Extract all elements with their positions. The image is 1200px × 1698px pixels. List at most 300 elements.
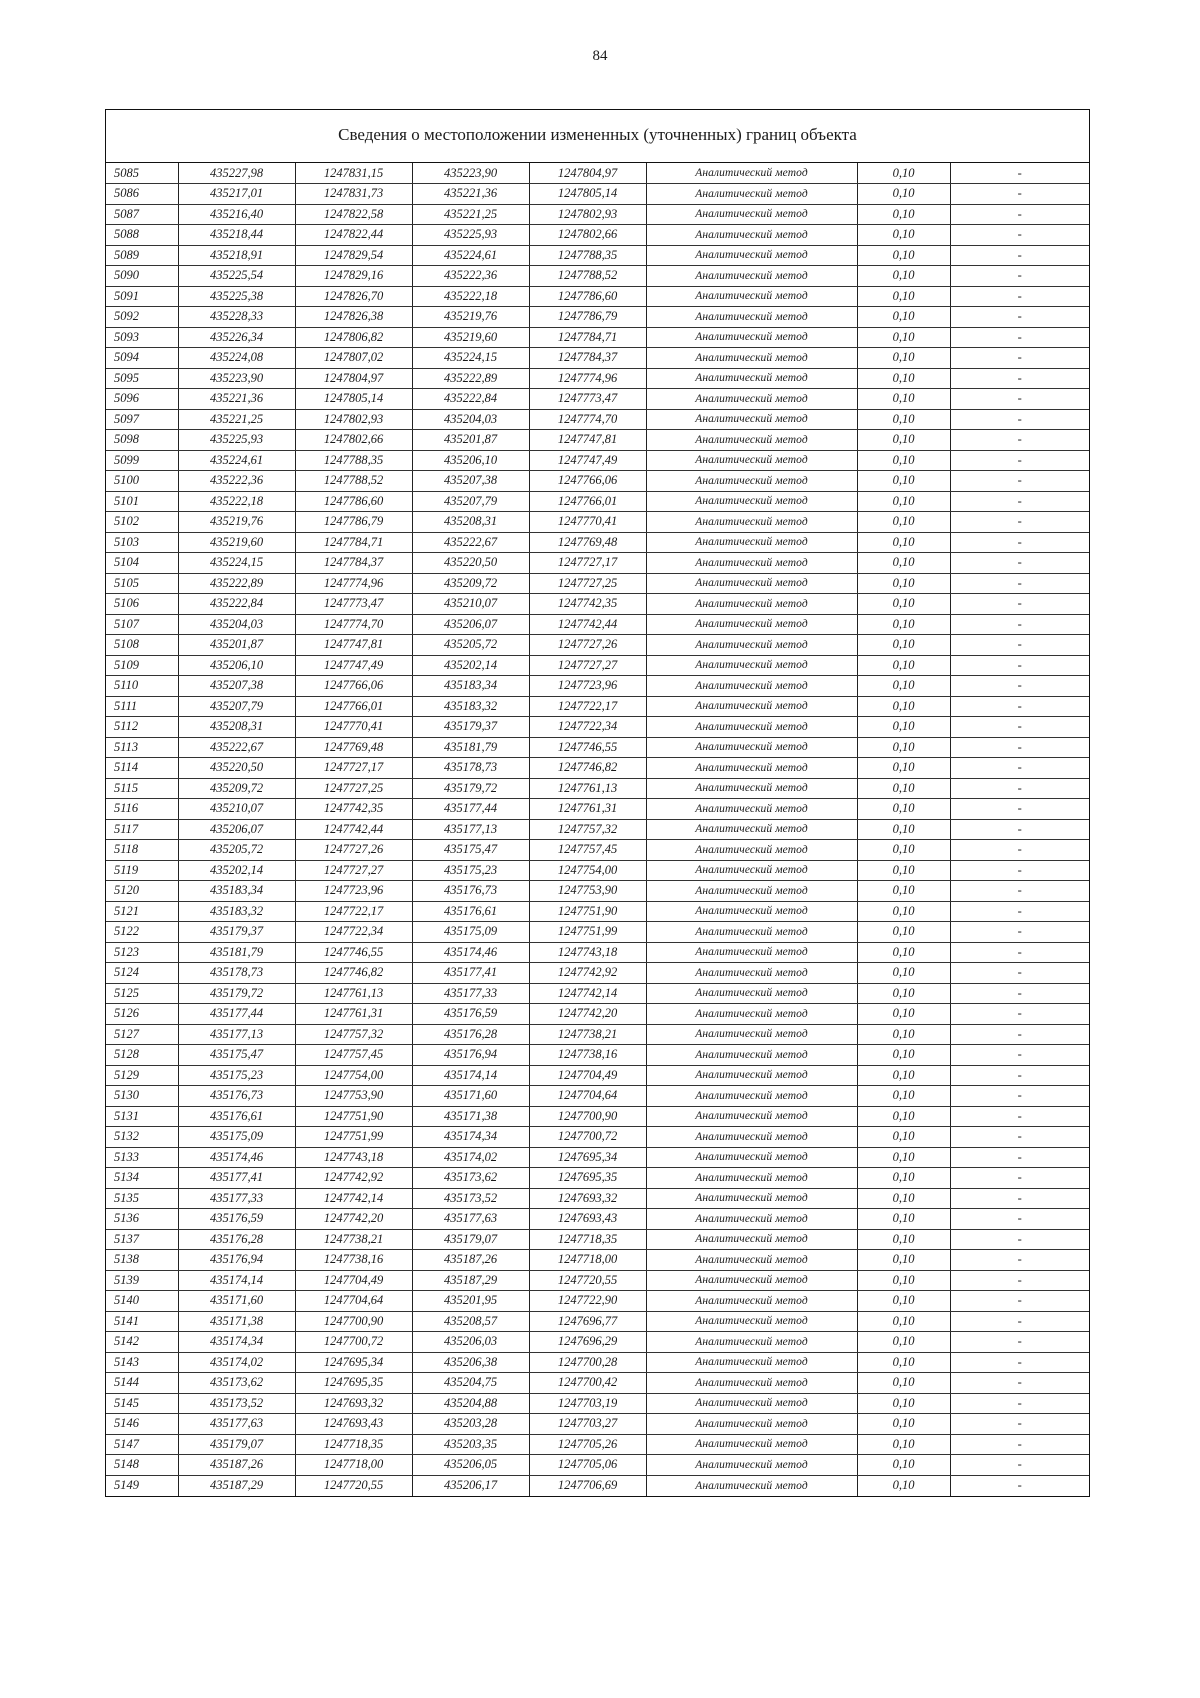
y-new-cell: 1247805,14	[529, 184, 646, 205]
y-new-cell: 1247757,45	[529, 840, 646, 861]
point-number-cell: 5120	[106, 881, 178, 902]
x-old-cell: 435219,76	[178, 512, 295, 533]
accuracy-cell: 0,10	[857, 942, 950, 963]
table-row	[106, 614, 1089, 635]
description-cell: -	[950, 1393, 1089, 1414]
x-new-cell: 435171,60	[412, 1086, 529, 1107]
page-number: 84	[592, 48, 608, 64]
x-old-cell: 435173,62	[178, 1373, 295, 1394]
x-old-cell: 435210,07	[178, 799, 295, 820]
point-number-cell: 5145	[106, 1393, 178, 1414]
y-old-cell: 1247757,45	[295, 1045, 412, 1066]
method-cell: Аналитический метод	[646, 901, 857, 922]
y-old-cell: 1247754,00	[295, 1065, 412, 1086]
x-old-cell: 435226,34	[178, 327, 295, 348]
description-cell: -	[950, 1065, 1089, 1086]
y-new-cell: 1247761,31	[529, 799, 646, 820]
table-row	[106, 696, 1089, 717]
description-cell: -	[950, 491, 1089, 512]
x-old-cell: 435205,72	[178, 840, 295, 861]
point-number-cell: 5086	[106, 184, 178, 205]
point-number-cell: 5116	[106, 799, 178, 820]
accuracy-cell: 0,10	[857, 1270, 950, 1291]
y-new-cell: 1247722,17	[529, 696, 646, 717]
y-new-cell: 1247786,79	[529, 307, 646, 328]
accuracy-cell: 0,10	[857, 819, 950, 840]
y-new-cell: 1247738,16	[529, 1045, 646, 1066]
y-new-cell: 1247766,01	[529, 491, 646, 512]
description-cell: -	[950, 471, 1089, 492]
point-number-cell: 5105	[106, 573, 178, 594]
table-row	[106, 881, 1089, 902]
accuracy-cell: 0,10	[857, 1352, 950, 1373]
y-new-cell: 1247742,44	[529, 614, 646, 635]
method-cell: Аналитический метод	[646, 348, 857, 369]
x-old-cell: 435223,90	[178, 368, 295, 389]
point-number-cell: 5121	[106, 901, 178, 922]
table-row	[106, 942, 1089, 963]
y-old-cell: 1247742,44	[295, 819, 412, 840]
x-old-cell: 435222,89	[178, 573, 295, 594]
point-number-cell: 5126	[106, 1004, 178, 1025]
x-new-cell: 435220,50	[412, 553, 529, 574]
description-cell: -	[950, 819, 1089, 840]
description-cell: -	[950, 717, 1089, 738]
table-row	[106, 901, 1089, 922]
point-number-cell: 5109	[106, 655, 178, 676]
accuracy-cell: 0,10	[857, 737, 950, 758]
accuracy-cell: 0,10	[857, 1004, 950, 1025]
y-old-cell: 1247806,82	[295, 327, 412, 348]
point-number-cell: 5112	[106, 717, 178, 738]
method-cell: Аналитический метод	[646, 184, 857, 205]
point-number-cell: 5113	[106, 737, 178, 758]
accuracy-cell: 0,10	[857, 532, 950, 553]
y-old-cell: 1247769,48	[295, 737, 412, 758]
description-cell: -	[950, 1250, 1089, 1271]
method-cell: Аналитический метод	[646, 1004, 857, 1025]
table-row	[106, 471, 1089, 492]
accuracy-cell: 0,10	[857, 1373, 950, 1394]
description-cell: -	[950, 286, 1089, 307]
accuracy-cell: 0,10	[857, 594, 950, 615]
y-new-cell: 1247802,93	[529, 204, 646, 225]
description-cell: -	[950, 225, 1089, 246]
y-new-cell: 1247742,14	[529, 983, 646, 1004]
method-cell: Аналитический метод	[646, 307, 857, 328]
y-new-cell: 1247784,37	[529, 348, 646, 369]
accuracy-cell: 0,10	[857, 163, 950, 184]
point-number-cell: 5143	[106, 1352, 178, 1373]
table-row	[106, 225, 1089, 246]
table-row	[106, 1004, 1089, 1025]
y-new-cell: 1247738,21	[529, 1024, 646, 1045]
description-cell: -	[950, 901, 1089, 922]
method-cell: Аналитический метод	[646, 1434, 857, 1455]
description-cell: -	[950, 1455, 1089, 1476]
description-cell: -	[950, 163, 1089, 184]
table-row	[106, 840, 1089, 861]
method-cell: Аналитический метод	[646, 840, 857, 861]
accuracy-cell: 0,10	[857, 1086, 950, 1107]
table-row	[106, 1373, 1089, 1394]
x-new-cell: 435178,73	[412, 758, 529, 779]
x-new-cell: 435175,23	[412, 860, 529, 881]
table-row	[106, 983, 1089, 1004]
y-old-cell: 1247766,06	[295, 676, 412, 697]
method-cell: Аналитический метод	[646, 573, 857, 594]
point-number-cell: 5104	[106, 553, 178, 574]
y-old-cell: 1247746,82	[295, 963, 412, 984]
table-row	[106, 1332, 1089, 1353]
y-new-cell: 1247788,35	[529, 245, 646, 266]
method-cell: Аналитический метод	[646, 532, 857, 553]
y-new-cell: 1247747,81	[529, 430, 646, 451]
method-cell: Аналитический метод	[646, 1045, 857, 1066]
x-new-cell: 435174,14	[412, 1065, 529, 1086]
point-number-cell: 5097	[106, 409, 178, 430]
y-new-cell: 1247804,97	[529, 163, 646, 184]
y-new-cell: 1247705,26	[529, 1434, 646, 1455]
x-new-cell: 435223,90	[412, 163, 529, 184]
table-row	[106, 368, 1089, 389]
accuracy-cell: 0,10	[857, 204, 950, 225]
x-old-cell: 435179,07	[178, 1434, 295, 1455]
x-old-cell: 435183,34	[178, 881, 295, 902]
description-cell: -	[950, 1168, 1089, 1189]
x-new-cell: 435179,07	[412, 1229, 529, 1250]
point-number-cell: 5135	[106, 1188, 178, 1209]
accuracy-cell: 0,10	[857, 1229, 950, 1250]
table-row	[106, 1168, 1089, 1189]
y-old-cell: 1247704,49	[295, 1270, 412, 1291]
y-old-cell: 1247788,35	[295, 450, 412, 471]
x-new-cell: 435177,33	[412, 983, 529, 1004]
y-new-cell: 1247786,60	[529, 286, 646, 307]
point-number-cell: 5110	[106, 676, 178, 697]
accuracy-cell: 0,10	[857, 245, 950, 266]
y-old-cell: 1247746,55	[295, 942, 412, 963]
description-cell: -	[950, 1270, 1089, 1291]
x-old-cell: 435175,23	[178, 1065, 295, 1086]
table-row	[106, 758, 1089, 779]
x-old-cell: 435178,73	[178, 963, 295, 984]
x-old-cell: 435177,13	[178, 1024, 295, 1045]
table-row	[106, 1434, 1089, 1455]
point-number-cell: 5091	[106, 286, 178, 307]
x-old-cell: 435176,61	[178, 1106, 295, 1127]
y-new-cell: 1247751,99	[529, 922, 646, 943]
point-number-cell: 5125	[106, 983, 178, 1004]
y-old-cell: 1247751,90	[295, 1106, 412, 1127]
description-cell: -	[950, 327, 1089, 348]
x-new-cell: 435224,61	[412, 245, 529, 266]
x-new-cell: 435176,73	[412, 881, 529, 902]
description-cell: -	[950, 389, 1089, 410]
accuracy-cell: 0,10	[857, 1045, 950, 1066]
accuracy-cell: 0,10	[857, 1168, 950, 1189]
y-old-cell: 1247742,14	[295, 1188, 412, 1209]
point-number-cell: 5118	[106, 840, 178, 861]
y-new-cell: 1247727,25	[529, 573, 646, 594]
accuracy-cell: 0,10	[857, 409, 950, 430]
y-new-cell: 1247696,77	[529, 1311, 646, 1332]
x-old-cell: 435220,50	[178, 758, 295, 779]
y-old-cell: 1247693,43	[295, 1414, 412, 1435]
y-new-cell: 1247751,90	[529, 901, 646, 922]
x-old-cell: 435187,26	[178, 1455, 295, 1476]
accuracy-cell: 0,10	[857, 1147, 950, 1168]
table-row	[106, 491, 1089, 512]
x-old-cell: 435176,73	[178, 1086, 295, 1107]
point-number-cell: 5129	[106, 1065, 178, 1086]
table-title: Сведения о местоположении измененных (уточненных) границ объекта	[106, 110, 1089, 163]
accuracy-cell: 0,10	[857, 1475, 950, 1496]
method-cell: Аналитический метод	[646, 676, 857, 697]
table-row	[106, 1352, 1089, 1373]
y-old-cell: 1247727,17	[295, 758, 412, 779]
method-cell: Аналитический метод	[646, 1393, 857, 1414]
y-old-cell: 1247757,32	[295, 1024, 412, 1045]
y-new-cell: 1247727,27	[529, 655, 646, 676]
x-new-cell: 435219,60	[412, 327, 529, 348]
description-cell: -	[950, 676, 1089, 697]
point-number-cell: 5132	[106, 1127, 178, 1148]
y-new-cell: 1247746,55	[529, 737, 646, 758]
accuracy-cell: 0,10	[857, 573, 950, 594]
method-cell: Аналитический метод	[646, 266, 857, 287]
y-new-cell: 1247704,49	[529, 1065, 646, 1086]
accuracy-cell: 0,10	[857, 717, 950, 738]
y-old-cell: 1247742,35	[295, 799, 412, 820]
point-number-cell: 5144	[106, 1373, 178, 1394]
x-new-cell: 435225,93	[412, 225, 529, 246]
y-old-cell: 1247742,20	[295, 1209, 412, 1230]
point-number-cell: 5119	[106, 860, 178, 881]
table-row	[106, 778, 1089, 799]
boundary-table-sheet	[105, 109, 1090, 1497]
x-new-cell: 435205,72	[412, 635, 529, 656]
y-new-cell: 1247700,90	[529, 1106, 646, 1127]
accuracy-cell: 0,10	[857, 307, 950, 328]
y-new-cell: 1247742,20	[529, 1004, 646, 1025]
point-number-cell: 5137	[106, 1229, 178, 1250]
description-cell: -	[950, 799, 1089, 820]
method-cell: Аналитический метод	[646, 1065, 857, 1086]
y-old-cell: 1247831,73	[295, 184, 412, 205]
table-row	[106, 184, 1089, 205]
point-number-cell: 5092	[106, 307, 178, 328]
y-old-cell: 1247727,25	[295, 778, 412, 799]
x-new-cell: 435208,31	[412, 512, 529, 533]
method-cell: Аналитический метод	[646, 1455, 857, 1476]
y-new-cell: 1247769,48	[529, 532, 646, 553]
x-new-cell: 435174,46	[412, 942, 529, 963]
x-new-cell: 435206,05	[412, 1455, 529, 1476]
description-cell: -	[950, 1332, 1089, 1353]
table-row	[106, 450, 1089, 471]
x-new-cell: 435222,89	[412, 368, 529, 389]
y-new-cell: 1247706,69	[529, 1475, 646, 1496]
y-old-cell: 1247784,37	[295, 553, 412, 574]
accuracy-cell: 0,10	[857, 1065, 950, 1086]
method-cell: Аналитический метод	[646, 1209, 857, 1230]
method-cell: Аналитический метод	[646, 430, 857, 451]
y-old-cell: 1247742,92	[295, 1168, 412, 1189]
description-cell: -	[950, 922, 1089, 943]
y-new-cell: 1247722,34	[529, 717, 646, 738]
method-cell: Аналитический метод	[646, 1188, 857, 1209]
table-row	[106, 1250, 1089, 1271]
x-new-cell: 435203,28	[412, 1414, 529, 1435]
method-cell: Аналитический метод	[646, 983, 857, 1004]
x-new-cell: 435203,35	[412, 1434, 529, 1455]
method-cell: Аналитический метод	[646, 799, 857, 820]
method-cell: Аналитический метод	[646, 696, 857, 717]
point-number-cell: 5139	[106, 1270, 178, 1291]
description-cell: -	[950, 573, 1089, 594]
x-new-cell: 435181,79	[412, 737, 529, 758]
x-old-cell: 435174,46	[178, 1147, 295, 1168]
y-new-cell: 1247766,06	[529, 471, 646, 492]
point-number-cell: 5085	[106, 163, 178, 184]
point-number-cell: 5088	[106, 225, 178, 246]
method-cell: Аналитический метод	[646, 1147, 857, 1168]
x-old-cell: 435208,31	[178, 717, 295, 738]
y-new-cell: 1247700,42	[529, 1373, 646, 1394]
description-cell: -	[950, 1004, 1089, 1025]
x-new-cell: 435187,29	[412, 1270, 529, 1291]
description-cell: -	[950, 1086, 1089, 1107]
x-old-cell: 435219,60	[178, 532, 295, 553]
x-old-cell: 435176,59	[178, 1209, 295, 1230]
y-old-cell: 1247704,64	[295, 1291, 412, 1312]
x-new-cell: 435173,52	[412, 1188, 529, 1209]
accuracy-cell: 0,10	[857, 655, 950, 676]
accuracy-cell: 0,10	[857, 963, 950, 984]
accuracy-cell: 0,10	[857, 778, 950, 799]
table-row	[106, 286, 1089, 307]
y-old-cell: 1247693,32	[295, 1393, 412, 1414]
x-new-cell: 435174,34	[412, 1127, 529, 1148]
x-old-cell: 435218,91	[178, 245, 295, 266]
x-new-cell: 435204,75	[412, 1373, 529, 1394]
description-cell: -	[950, 532, 1089, 553]
x-old-cell: 435174,34	[178, 1332, 295, 1353]
accuracy-cell: 0,10	[857, 1332, 950, 1353]
table-row	[106, 512, 1089, 533]
x-old-cell: 435221,25	[178, 409, 295, 430]
table-row	[106, 1045, 1089, 1066]
x-old-cell: 435222,36	[178, 471, 295, 492]
x-old-cell: 435177,41	[178, 1168, 295, 1189]
description-cell: -	[950, 983, 1089, 1004]
description-cell: -	[950, 1414, 1089, 1435]
table-row	[106, 1147, 1089, 1168]
y-old-cell: 1247718,00	[295, 1455, 412, 1476]
x-new-cell: 435222,18	[412, 286, 529, 307]
y-new-cell: 1247705,06	[529, 1455, 646, 1476]
x-old-cell: 435206,07	[178, 819, 295, 840]
accuracy-cell: 0,10	[857, 430, 950, 451]
table-row	[106, 655, 1089, 676]
y-old-cell: 1247807,02	[295, 348, 412, 369]
accuracy-cell: 0,10	[857, 1414, 950, 1435]
method-cell: Аналитический метод	[646, 614, 857, 635]
x-new-cell: 435183,34	[412, 676, 529, 697]
y-new-cell: 1247761,13	[529, 778, 646, 799]
x-old-cell: 435187,29	[178, 1475, 295, 1496]
x-new-cell: 435221,25	[412, 204, 529, 225]
method-cell: Аналитический метод	[646, 286, 857, 307]
description-cell: -	[950, 942, 1089, 963]
method-cell: Аналитический метод	[646, 594, 857, 615]
y-old-cell: 1247727,27	[295, 860, 412, 881]
method-cell: Аналитический метод	[646, 491, 857, 512]
description-cell: -	[950, 758, 1089, 779]
description-cell: -	[950, 184, 1089, 205]
table-row	[106, 1414, 1089, 1435]
point-number-cell: 5140	[106, 1291, 178, 1312]
description-cell: -	[1017, 1478, 1022, 1492]
point-number-cell: 5101	[106, 491, 178, 512]
table-row	[106, 1106, 1089, 1127]
accuracy-cell: 0,10	[857, 266, 950, 287]
x-new-cell: 435179,72	[412, 778, 529, 799]
y-new-cell: 1247747,49	[529, 450, 646, 471]
method-cell: Аналитический метод	[646, 1291, 857, 1312]
table-row	[106, 635, 1089, 656]
description-cell: -	[950, 368, 1089, 389]
method-cell: Аналитический метод	[646, 245, 857, 266]
description-cell: -	[950, 1311, 1089, 1332]
method-cell: Аналитический метод	[646, 1127, 857, 1148]
point-number-cell: 5096	[106, 389, 178, 410]
method-cell: Аналитический метод	[646, 942, 857, 963]
y-old-cell: 1247743,18	[295, 1147, 412, 1168]
x-old-cell: 435177,63	[178, 1414, 295, 1435]
description-cell: -	[950, 614, 1089, 635]
x-old-cell: 435206,10	[178, 655, 295, 676]
y-new-cell: 1247754,00	[529, 860, 646, 881]
x-new-cell: 435187,26	[412, 1250, 529, 1271]
table-row	[106, 1475, 1089, 1496]
x-new-cell: 435176,61	[412, 901, 529, 922]
y-old-cell: 1247829,54	[295, 245, 412, 266]
x-new-cell: 435204,88	[412, 1393, 529, 1414]
x-new-cell: 435175,09	[412, 922, 529, 943]
x-new-cell: 435177,63	[412, 1209, 529, 1230]
table-row	[106, 676, 1089, 697]
point-number-cell: 5131	[106, 1106, 178, 1127]
x-new-cell: 435202,14	[412, 655, 529, 676]
point-number-cell: 5138	[106, 1250, 178, 1271]
method-cell: Аналитический метод	[646, 409, 857, 430]
x-new-cell: 435222,36	[412, 266, 529, 287]
table-row	[106, 594, 1089, 615]
description-cell: -	[950, 266, 1089, 287]
x-new-cell: 435171,38	[412, 1106, 529, 1127]
description-cell: -	[950, 778, 1089, 799]
y-new-cell: 1247802,66	[529, 225, 646, 246]
table-row	[106, 389, 1089, 410]
method-cell: Аналитический метод	[646, 1270, 857, 1291]
accuracy-cell: 0,10	[857, 286, 950, 307]
method-cell: Аналитический метод	[646, 922, 857, 943]
y-old-cell: 1247822,44	[295, 225, 412, 246]
x-new-cell: 435224,15	[412, 348, 529, 369]
y-old-cell: 1247822,58	[295, 204, 412, 225]
